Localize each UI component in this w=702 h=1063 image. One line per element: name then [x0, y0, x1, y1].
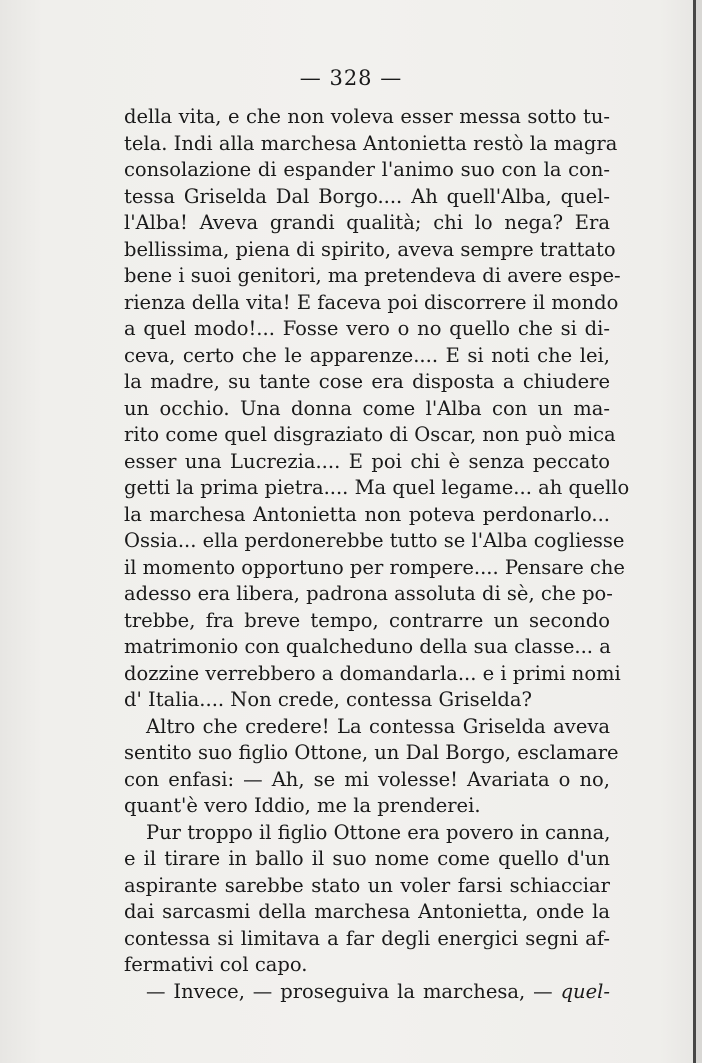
text-line: con enfasi: — Ah, se mi volesse! Avariata o no,	[124, 767, 610, 791]
text-line: bellissima, piena di spirito, aveva sempre trattato	[124, 237, 616, 261]
text-line: adesso era libera, padrona assoluta di sè, che po-	[124, 582, 613, 605]
text-line: l'Alba! Aveva grandi qualità; chi lo nega? Era	[124, 211, 610, 234]
text-line: rito come quel disgraziato di Oscar, non può mica	[124, 423, 616, 446]
text-line: a quel modo!... Fosse vero o no quello che si di-	[124, 317, 610, 340]
body-text	[124, 104, 630, 1005]
text-line: d' Italia.... Non crede, contessa Griselda?	[124, 688, 532, 711]
text-line: Altro che credere! La contessa Griselda aveva	[146, 714, 610, 738]
text-line: Ossia... ella perdonerebbe tutto se l'Alba cogliesse	[124, 529, 625, 552]
text-line: il momento opportuno per rompere.... Pensare che	[124, 555, 625, 579]
text-line: matrimonio con qualcheduno della sua classe... a	[124, 635, 611, 658]
text-line: trebbe, fra breve tempo, contrarre un secondo	[124, 608, 610, 632]
text-line: sentito suo figlio Ottone, un Dal Borgo, esclamare	[124, 741, 619, 764]
text-line: dozzine verrebbero a domandarla... e i primi nomi	[124, 661, 621, 685]
text-line: ceva, certo che le apparenze.... E si noti che lei,	[124, 343, 610, 367]
text-line: getti la prima pietra.... Ma quel legame... ah quello	[124, 476, 630, 499]
page-number: — 328 —	[299, 66, 403, 90]
text-line: Pur troppo il figlio Ottone era povero in canna,	[146, 820, 611, 844]
text-line: esser una Lucrezia.... E poi chi è senza peccato	[124, 449, 610, 473]
text-line: aspirante sarebbe stato un voler farsi schiacciar	[124, 873, 610, 897]
text-line: la madre, su tante cose era disposta a chiudere	[124, 370, 610, 393]
text-line: un occhio. Una donna come l'Alba con un ma-	[124, 396, 610, 420]
text-line: contessa si limitava a far degli energici segni af-	[124, 926, 610, 950]
text-line: consolazione di espander l'animo suo con la con-	[124, 158, 610, 181]
text-line: tela. Indi alla marchesa Antonietta restò la magra	[124, 131, 618, 155]
text-line-final	[124, 979, 610, 1006]
text-line: la marchesa Antonietta non poteva perdonarlo...	[124, 502, 610, 526]
page-binding-edge	[693, 0, 696, 1063]
text-line: dai sarcasmi della marchesa Antonietta, onde la	[124, 900, 610, 923]
text-line: e il tirare in ballo il suo nome come quello d'un	[124, 847, 610, 870]
text-line: quant'è vero Iddio, me la prenderei.	[124, 794, 481, 817]
text-line: fermativi col capo.	[124, 953, 308, 976]
final-line-italic-word: quel-	[560, 979, 610, 1003]
text-line: tessa Griselda Dal Borgo.... Ah quell'Alba, quel-	[124, 184, 610, 208]
page-edge-shadow	[696, 0, 702, 1063]
text-line: rienza della vita! E faceva poi discorrere il mondo	[124, 290, 619, 314]
text-line: della vita, e che non voleva esser messa sotto tu-	[124, 105, 610, 128]
final-line-text: — Invece, — proseguiva la marchesa, —	[146, 979, 553, 1003]
text-line: bene i suoi genitori, ma pretendeva di avere espe-	[124, 264, 621, 287]
